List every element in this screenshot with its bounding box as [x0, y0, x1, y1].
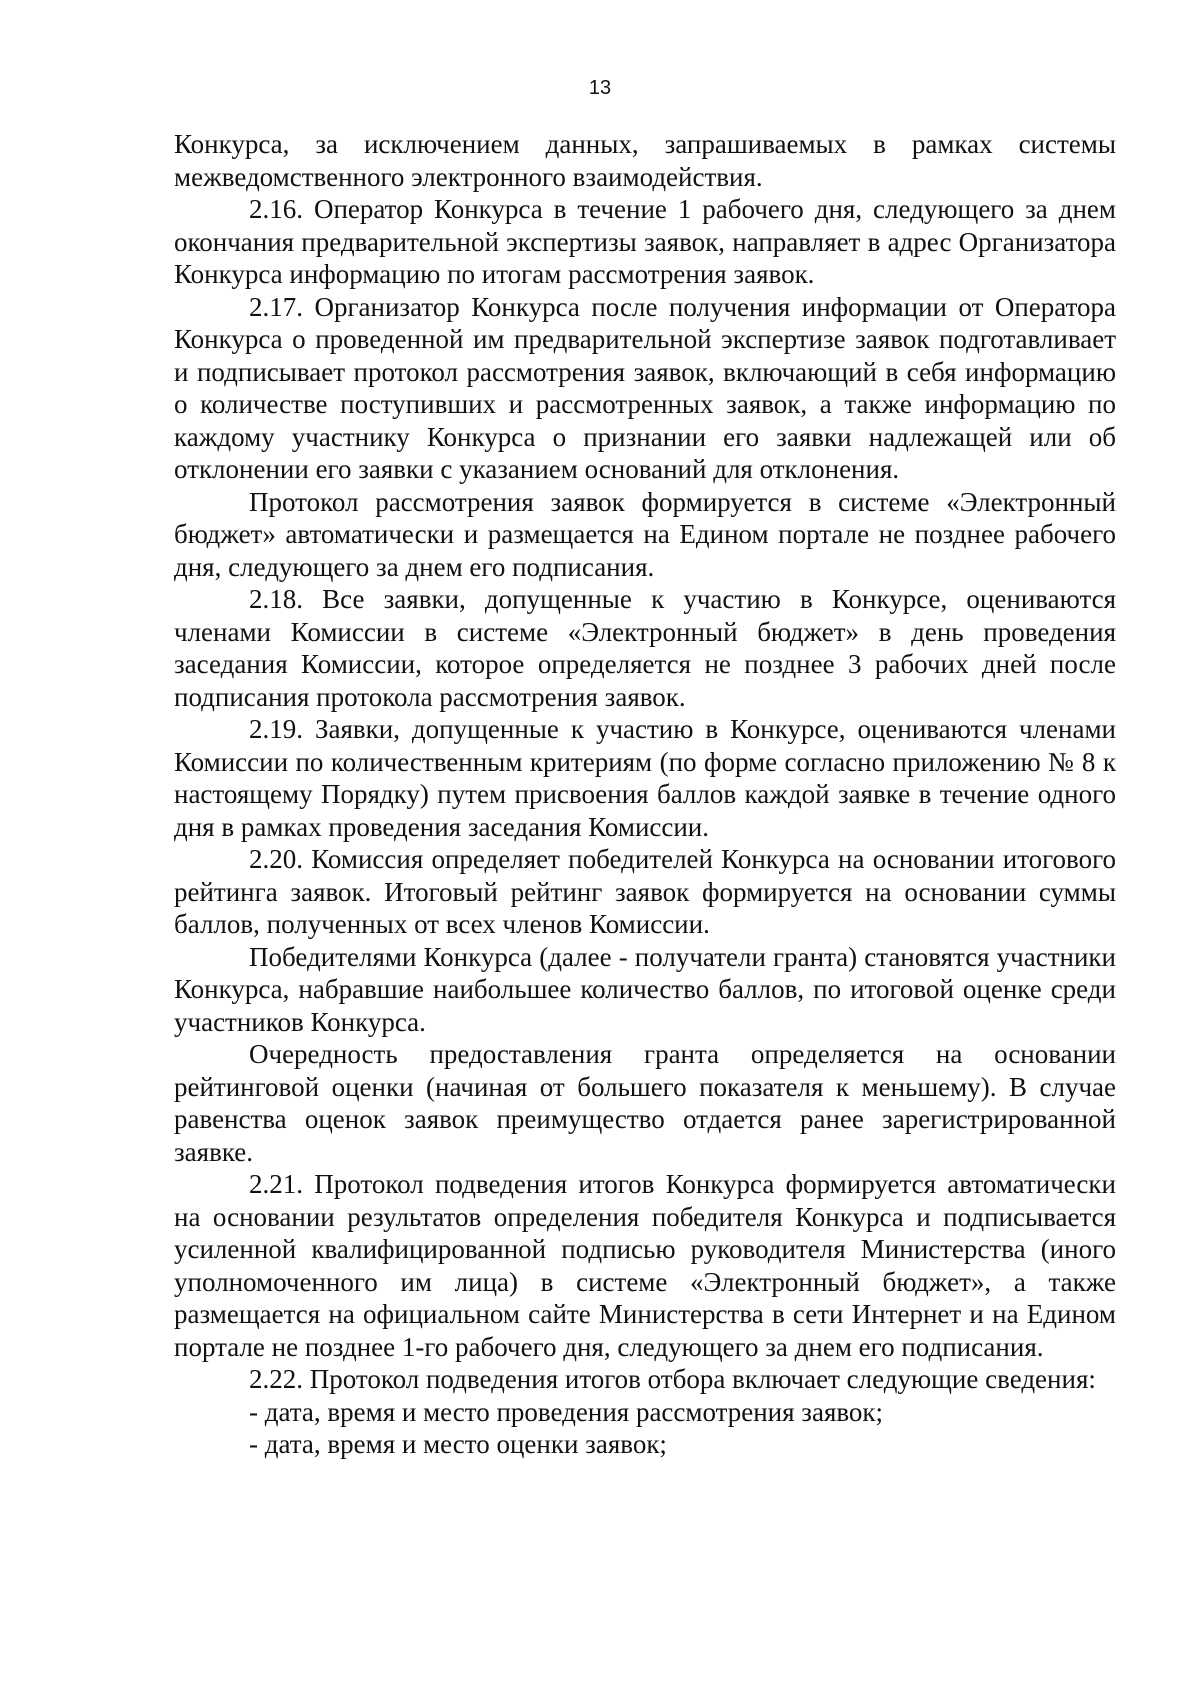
page-number: 13: [588, 77, 612, 99]
list-item: - дата, время и место проведения рассмотрения заявок;: [249, 1396, 884, 1427]
paragraph-2-21: 2.21. Протокол подведения итогов Конкурса формируется автоматически на основании результатов определения победителя Конкурса и подписывается усиленной квалифицированной подписью руководителя Министерства (иного уполномоченного им лица) в системе «Электронный бюджет», а также размещается на официальном сайте Министерства в сети Интернет и на Едином портале не позднее 1-го рабочего дня, следующего за днем его подписания.: [174, 1169, 1116, 1362]
paragraph-2-18: 2.18. Все заявки, допущенные к участию в Конкурсе, оцениваются членами Комиссии в системе «Электронный бюджет» в день проведения заседания Комиссии, которое определяется не позднее 3 рабочих дней после подписания протокола рассмотрения заявок.: [174, 584, 1116, 712]
paragraph-continuation: Конкурса, за исключением данных, запрашиваемых в рамках системы межведомственного электронного взаимодействия.: [174, 129, 1116, 192]
paragraph-winners: Победителями Конкурса (далее - получатели гранта) становятся участники Конкурса, набравшие наибольшее количество баллов, по итоговой оценке среди участников Конкурса.: [174, 941, 1116, 1037]
paragraph-review-protocol: Протокол рассмотрения заявок формируется в системе «Электронный бюджет» автоматически и размещается на Едином портале не позднее рабочего дня, следующего за днем его подписания.: [174, 486, 1116, 582]
paragraph-2-22: 2.22. Протокол подведения итогов отбора включает следующие сведения:: [249, 1364, 1096, 1394]
paragraph-2-19: 2.19. Заявки, допущенные к участию в Конкурсе, оцениваются членами Комиссии по количественным критериям (по форме согласно приложению № 8 к настоящему Порядку) путем присвоения баллов каждой заявке в течение одного дня в рамках проведения заседания Комиссии.: [174, 714, 1116, 842]
list-item: - дата, время и место оценки заявок;: [249, 1429, 667, 1459]
paragraph-grant-order: Очередность предоставления гранта определяется на основании рейтинговой оценки (начиная от большего показателя к меньшему). В случае равенства оценок заявок преимущество отдается ранее зарегистрированной заявке.: [174, 1039, 1116, 1167]
paragraph-2-20: 2.20. Комиссия определяет победителей Конкурса на основании итогового рейтинга заявок. Итоговый рейтинг заявок формируется на основании суммы баллов, полученных от всех членов Комиссии.: [174, 844, 1116, 939]
document-body: [174, 128, 1116, 1461]
paragraph-2-16: 2.16. Оператор Конкурса в течение 1 рабочего дня, следующего за днем окончания предварительной экспертизы заявок, направляет в адрес Организатора Конкурса информацию по итогам рассмотрения заявок.: [174, 194, 1116, 289]
paragraph-2-17: 2.17. Организатор Конкурса после получения информации от Оператора Конкурса о проведенной им предварительной экспертизе заявок подготавливает и подписывает протокол рассмотрения заявок, включающий в себя информацию о количестве поступивших и рассмотренных заявок, а также информацию по каждому участнику Конкурса о признании его заявки надлежащей или об отклонении его заявки с указанием оснований для отклонения.: [174, 291, 1116, 484]
